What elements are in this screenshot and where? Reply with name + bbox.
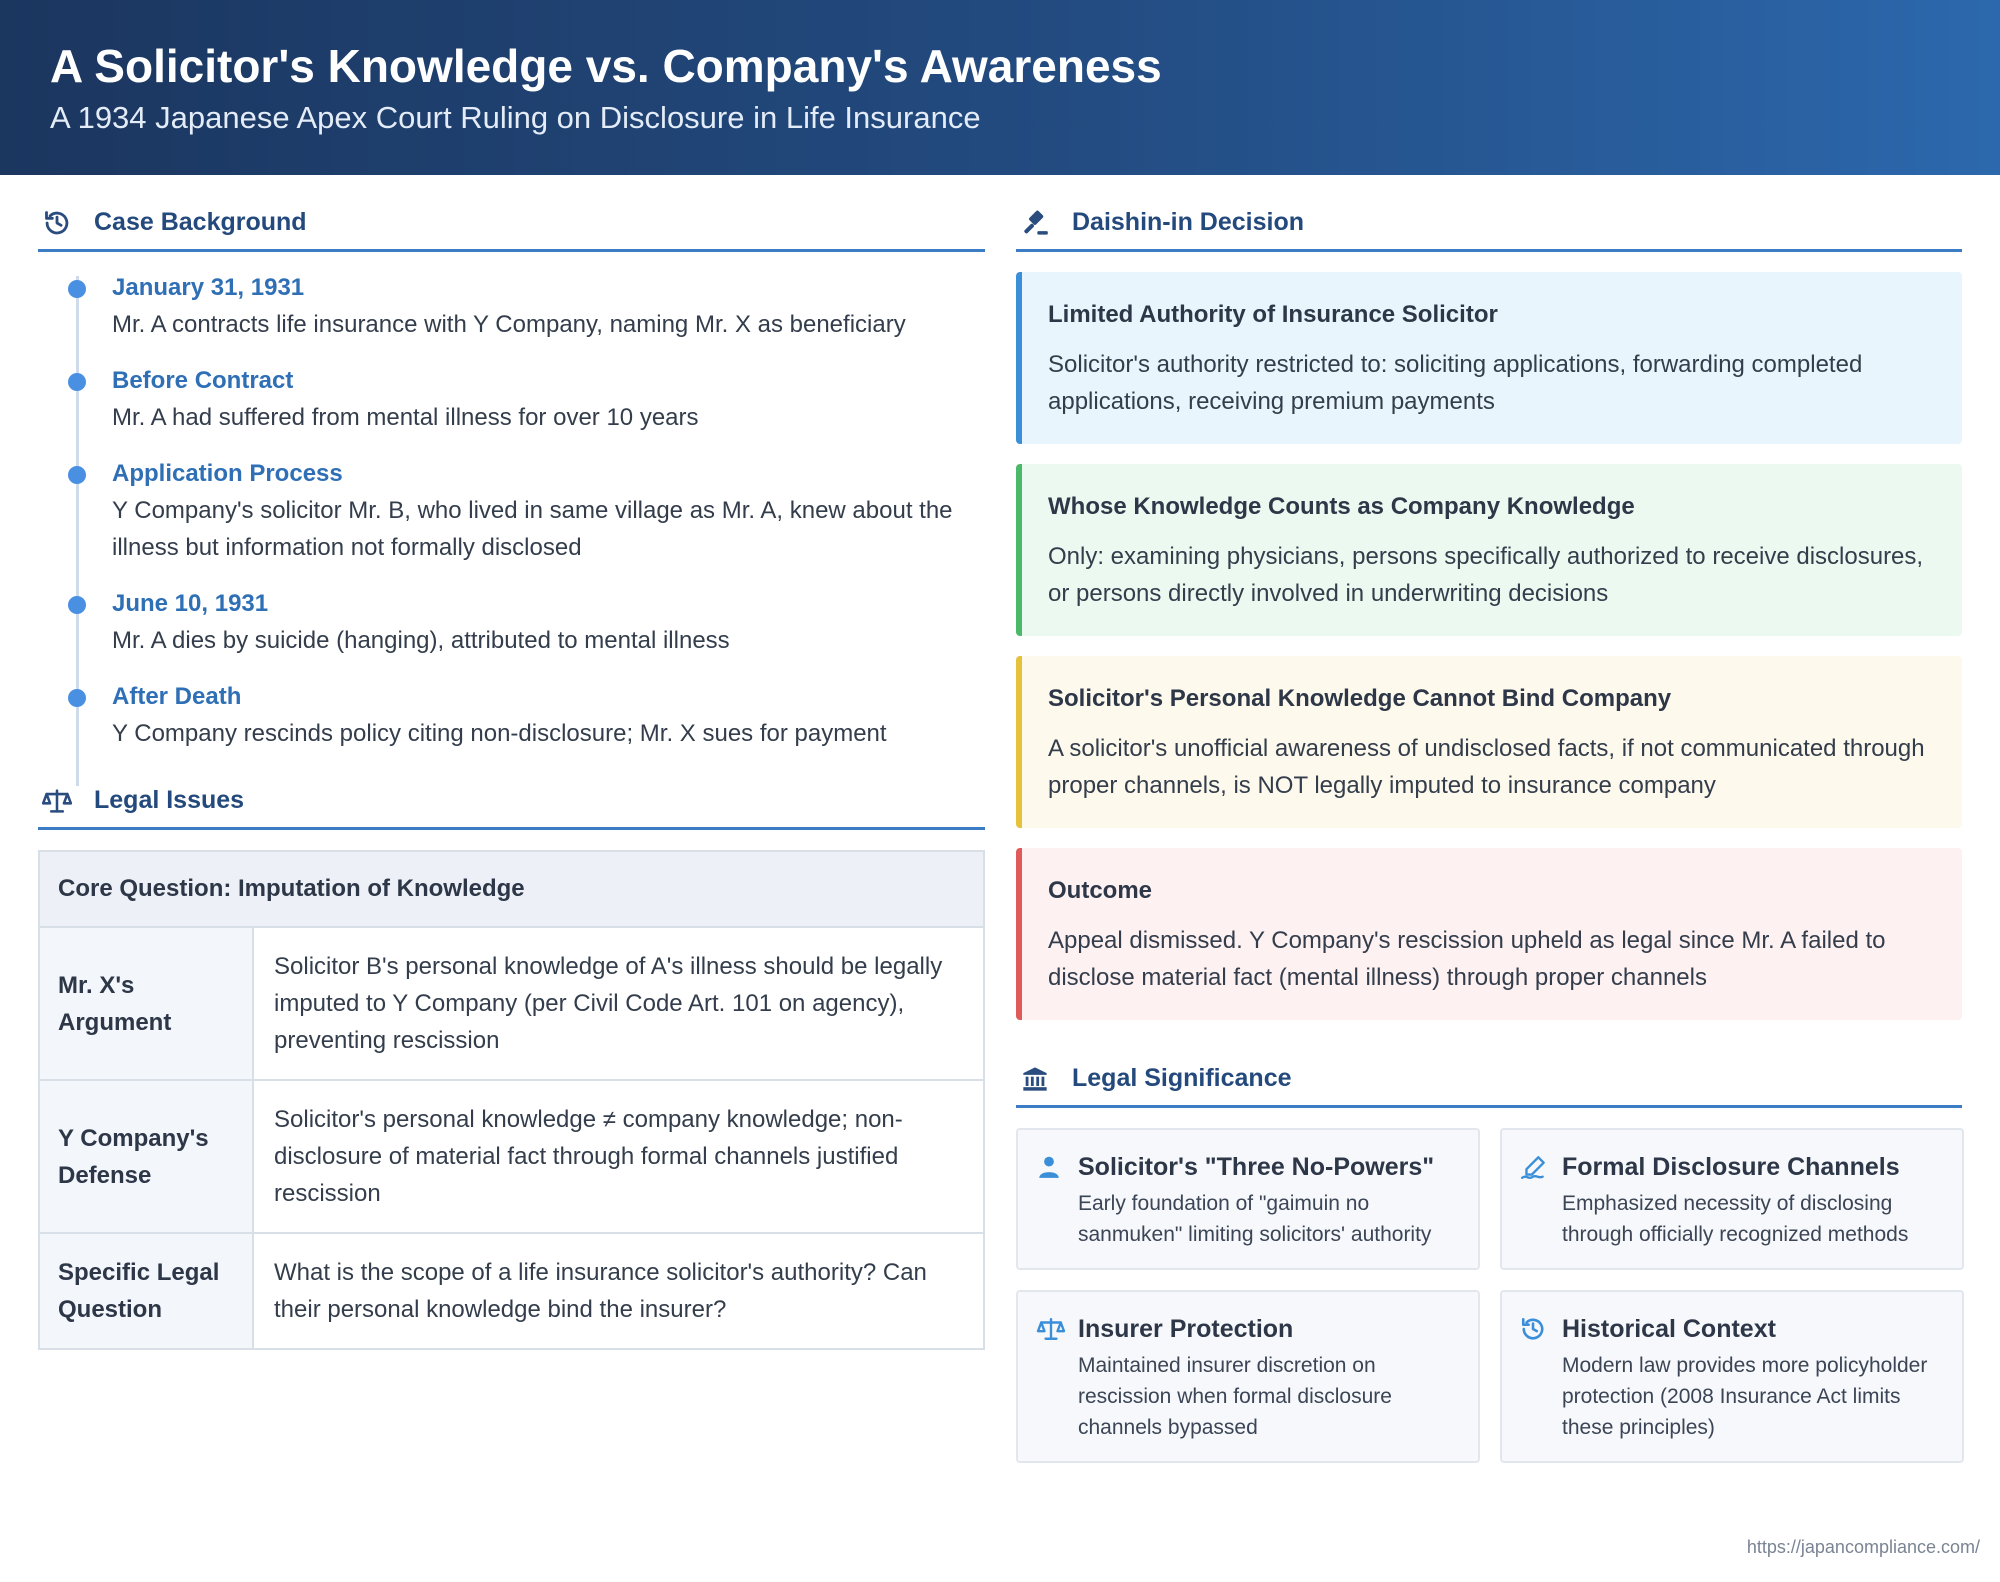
decision-card-title: Outcome: [1048, 877, 1153, 904]
right-column: [1016, 196, 1962, 1463]
decision-card: [1016, 272, 1962, 444]
timeline-text: Mr. A contracts life insurance with Y Company, naming Mr. X as beneficiary: [112, 311, 906, 338]
decision-card-title: Limited Authority of Insurance Solicitor: [1048, 301, 1498, 328]
page-header: [0, 0, 2000, 175]
significance-card-text: Maintained insurer discretion on rescission when formal disclosure channels bypassed: [1078, 1354, 1392, 1439]
row-label: Mr. X's Argument: [40, 928, 254, 1079]
case-background-header: [38, 196, 985, 252]
decision-card-text: Solicitor's authority restricted to: soliciting applications, forwarding completed applications, receiving premium payments: [1048, 351, 1863, 415]
history-icon: [1520, 1312, 1550, 1443]
institution-icon: [1020, 1064, 1050, 1094]
timeline-text: Mr. A had suffered from mental illness for over 10 years: [112, 404, 699, 431]
timeline-text: Y Company's solicitor Mr. B, who lived in same village as Mr. A, knew about the illness but information not formally disclosed: [112, 497, 953, 561]
timeline-item: [112, 586, 985, 659]
timeline-item: [112, 456, 985, 566]
legal-issues-header: [38, 774, 985, 830]
decision-card: [1016, 848, 1962, 1020]
decision-card-text: Appeal dismissed. Y Company's rescission upheld as legal since Mr. A failed to disclose material fact (mental illness) through proper channels: [1048, 927, 1886, 991]
row-label: Specific Legal Question: [40, 1234, 254, 1348]
significance-card-title: Formal Disclosure Channels: [1562, 1153, 1900, 1181]
significance-card: [1500, 1128, 1964, 1270]
page-subtitle: A 1934 Japanese Apex Court Ruling on Disclosure in Life Insurance: [50, 100, 981, 135]
scale-icon: [42, 786, 72, 816]
decision-title: Daishin-in Decision: [1072, 208, 1304, 236]
timeline-dot: [68, 689, 86, 707]
significance-card-text: Modern law provides more policyholder protection (2008 Insurance Act limits these principles): [1562, 1354, 1928, 1439]
decision-card: [1016, 656, 1962, 828]
significance-card-text: Early foundation of "gaimuin no sanmuken" limiting solicitors' authority: [1078, 1192, 1432, 1246]
timeline: [38, 270, 985, 752]
person-icon: [1036, 1150, 1066, 1250]
legal-issues-title: Legal Issues: [94, 786, 245, 814]
row-label: Y Company's Defense: [40, 1081, 254, 1232]
timeline-dot: [68, 373, 86, 391]
timeline-date: Before Contract: [112, 367, 294, 394]
decision-card-title: Whose Knowledge Counts as Company Knowledge: [1048, 493, 1635, 520]
gavel-icon: [1020, 208, 1050, 238]
timeline-text: Y Company rescinds policy citing non-disclosure; Mr. X sues for payment: [112, 720, 887, 747]
timeline-date: Application Process: [112, 460, 343, 487]
page-title: A Solicitor's Knowledge vs. Company's Awareness: [50, 40, 1162, 92]
table-row: [40, 1234, 983, 1348]
core-question: Core Question: Imputation of Knowledge: [40, 852, 983, 928]
timeline-text: Mr. A dies by suicide (hanging), attributed to mental illness: [112, 627, 730, 654]
signature-icon: [1520, 1150, 1550, 1250]
footer-url[interactable]: https://japancompliance.com/: [1746, 1537, 1980, 1557]
timeline-dot: [68, 280, 86, 298]
table-row: [40, 1081, 983, 1234]
timeline-date: January 31, 1931: [112, 274, 305, 301]
timeline-dot: [68, 466, 86, 484]
timeline-dot: [68, 596, 86, 614]
significance-card-title: Historical Context: [1562, 1315, 1776, 1343]
decision-card: [1016, 464, 1962, 636]
scale-icon: [1036, 1312, 1066, 1443]
row-text: Solicitor B's personal knowledge of A's illness should be legally imputed to Y Company (per Civil Code Art. 101 on agency), preventing rescission: [274, 953, 943, 1054]
timeline-item: [112, 363, 985, 436]
significance-card-title: Solicitor's "Three No-Powers": [1078, 1153, 1435, 1181]
left-column: [38, 196, 985, 1350]
decision-card-title: Solicitor's Personal Knowledge Cannot Bind Company: [1048, 685, 1672, 712]
timeline-item: [112, 679, 985, 752]
issues-table: [38, 850, 985, 1350]
table-row: [40, 928, 983, 1081]
significance-card: [1016, 1290, 1480, 1463]
significance-grid: [1016, 1128, 1962, 1463]
timeline-date: After Death: [112, 683, 242, 710]
significance-header: [1016, 1052, 1962, 1108]
case-background-title: Case Background: [94, 208, 307, 236]
history-icon: [42, 208, 72, 238]
significance-card: [1016, 1128, 1480, 1270]
significance-title: Legal Significance: [1072, 1064, 1292, 1092]
row-text: Solicitor's personal knowledge ≠ company knowledge; non-disclosure of material fact through formal channels justified rescission: [274, 1106, 903, 1207]
decision-card-text: Only: examining physicians, persons specifically authorized to receive disclosures, or persons directly involved in underwriting decisions: [1048, 543, 1924, 607]
timeline-date: June 10, 1931: [112, 590, 269, 617]
row-text: What is the scope of a life insurance solicitor's authority? Can their personal knowledge bind the insurer?: [274, 1259, 927, 1323]
decision-card-text: A solicitor's unofficial awareness of undisclosed facts, if not communicated through proper channels, is NOT legally imputed to insurance company: [1048, 735, 1925, 799]
timeline-line: [76, 276, 79, 786]
decision-header: [1016, 196, 1962, 252]
timeline-item: [112, 270, 985, 343]
significance-card-title: Insurer Protection: [1078, 1315, 1294, 1343]
significance-card: [1500, 1290, 1964, 1463]
significance-card-text: Emphasized necessity of disclosing through officially recognized methods: [1562, 1192, 1909, 1246]
